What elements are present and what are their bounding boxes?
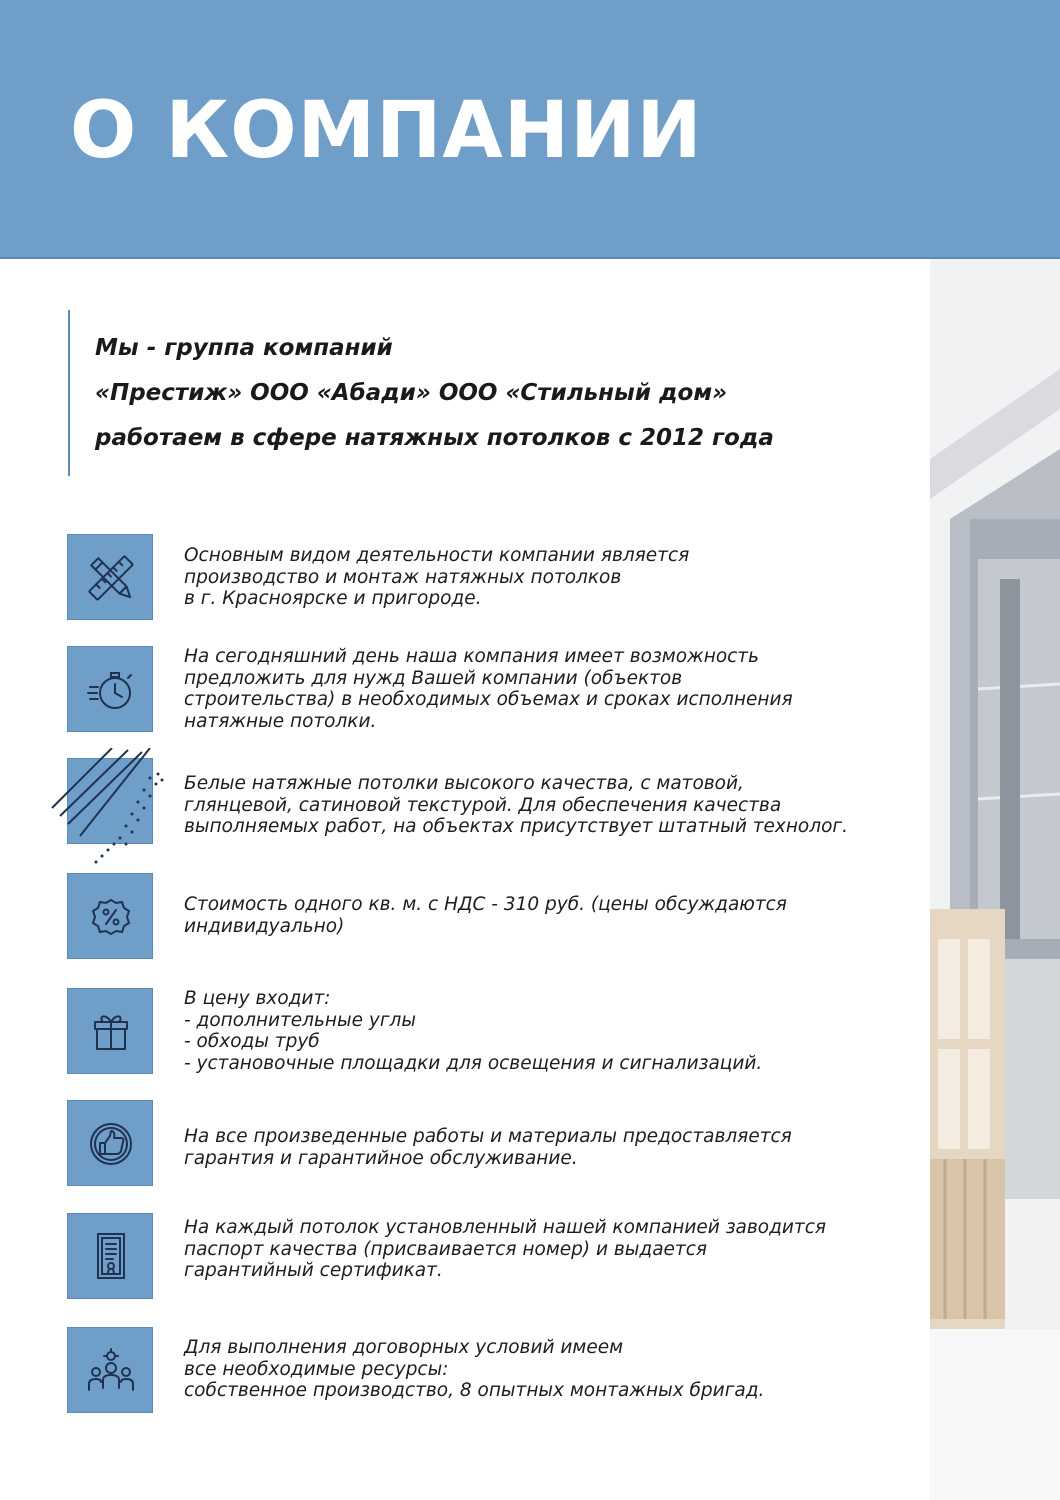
feature-text: Основным видом деятельности компании является производство и монтаж натяжных потолков в г. Красноярске и пригороде. — [184, 545, 690, 609]
discount-badge-icon — [67, 873, 153, 959]
feature-text: На сегодняшний день наша компания имеет возможность предложить для нужд Вашей компании (объектов строительства) в необходимых объемах и сроках исполнения натяжные потолки. — [184, 646, 793, 732]
intro-line: «Престиж» ООО «Абади» ООО «Стильный дом» — [95, 380, 728, 406]
thumbs-up-badge-icon — [67, 1100, 153, 1186]
feature-text: Белые натяжные потолки высокого качества, с матовой, глянцевой, сатиновой текстурой. Для обеспечения качества выполняемых работ, на объектах присутствует штатный технолог. — [184, 773, 848, 837]
intro-line: Мы - группа компаний — [95, 335, 393, 361]
intro-line: работаем в сфере натяжных потолков с 2012 года — [95, 425, 774, 451]
intro-statement — [95, 326, 925, 461]
feature-text: Для выполнения договорных условий имеем все необходимые ресурсы: собственное производство, 8 опытных монтажных бригад. — [184, 1337, 765, 1401]
team-icon — [67, 1327, 153, 1413]
gift-icon — [67, 988, 153, 1074]
page-title: О КОМПАНИИ — [70, 86, 703, 176]
feature-text: На все произведенные работы и материалы предоставляется гарантия и гарантийное обслуживание. — [184, 1126, 792, 1169]
interior-photo — [930, 259, 1060, 1500]
feature-text: В цену входит: - дополнительные углы - обходы труб - установочные площадки для освещения и сигнализаций. — [184, 988, 763, 1074]
header-banner — [0, 0, 1060, 259]
feature-text: На каждый потолок установленный нашей компанией заводится паспорт качества (присваивается номер) и выдается гарантийный сертификат. — [184, 1217, 826, 1281]
glossy-stripes-decoration — [50, 748, 170, 868]
certificate-icon — [67, 1213, 153, 1299]
stopwatch-icon — [67, 646, 153, 732]
ruler-pencil-icon — [67, 534, 153, 620]
intro-accent-bar — [68, 310, 70, 476]
feature-text: Стоимость одного кв. м. с НДС - 310 руб. (цены обсуждаются индивидуально) — [184, 894, 787, 937]
